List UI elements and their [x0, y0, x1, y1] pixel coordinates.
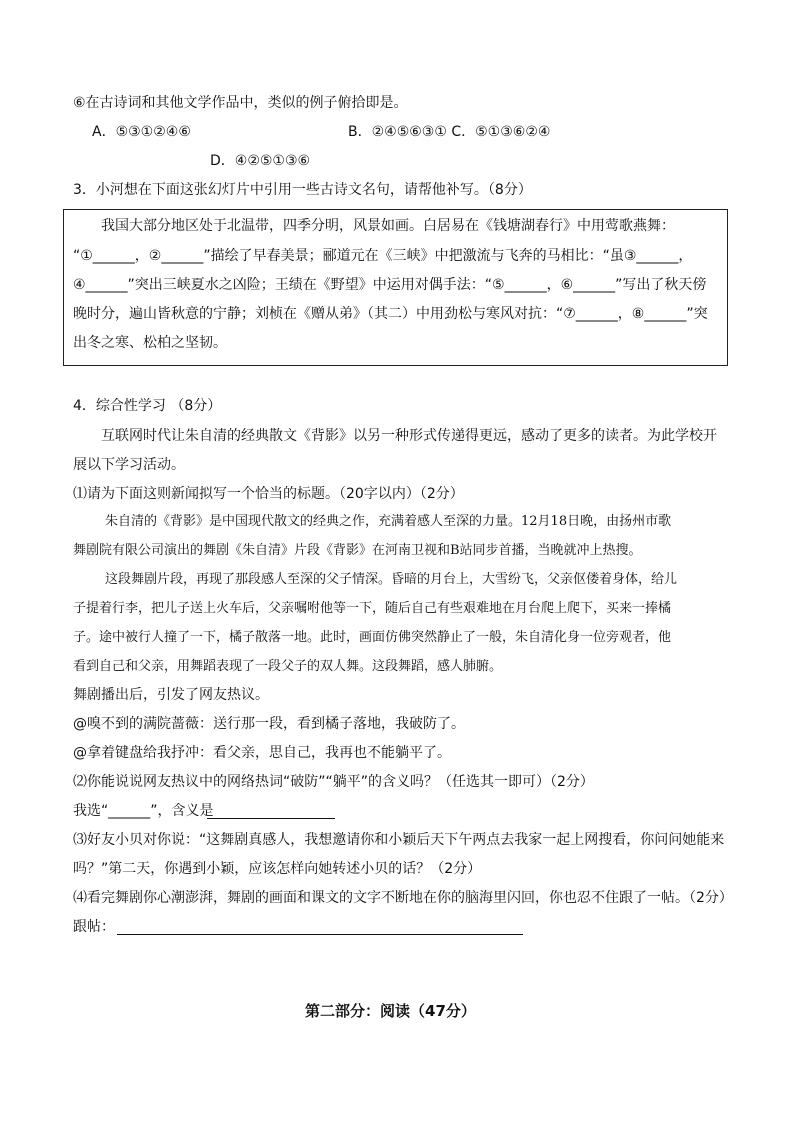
news-line: 舞剧院有限公司演出的舞剧《朱自清》片段《背影》在河南卫视和B站同步首播，当晚就冲上热搜。 — [73, 543, 642, 558]
q4-sub4: ⑷看完舞剧你心潮澎湃，舞剧的画面和课文的文字不断地在你的脑海里闪回，你也忍不住跟了一帖。（2分） — [73, 890, 733, 906]
q4-sub1: ⑴请为下面这则新闻拟写一个恰当的标题。（20字以内）（2分） — [73, 486, 464, 502]
q4-title: 4．综合性学习 （8分） — [73, 398, 222, 414]
q3-title: 3．小河想在下面这张幻灯片中引用一些古诗文名句，请帮他补写。（8分） — [73, 182, 532, 198]
q3-box-line: 我国大部分地区处于北温带，四季分明，风景如画。白居易在《钱塘湖春行》中用莺歌燕舞： — [101, 218, 675, 234]
news-line: 这段舞剧片段，再现了那段感人至深的父子情深。昏暗的月台上，大雪纷飞，父亲伛偻着身体，给儿 — [105, 572, 678, 587]
q2-option-a: A．⑤③①②④⑥ — [92, 124, 191, 140]
q3-box-line: 出冬之寒、松柏之坚韧。 — [73, 335, 227, 351]
q4-intro: 互联网时代让朱自清的经典散文《背影》以另一种形式传递得更远，感动了更多的读者。为此学校开 — [101, 428, 717, 444]
q2-option-d: D．④②⑤①③⑥ — [210, 153, 311, 169]
follow-post-blank-line[interactable] — [117, 934, 523, 935]
news-line: 朱自清的《背影》是中国现代散文的经典之作，充满着感人至深的力量。12月18日晚，由扬州市歌 — [105, 514, 672, 529]
answer-blank-line[interactable] — [207, 818, 335, 819]
news-line: 子提着行李，把儿子送上火车后，父亲嘱咐他等一下，随后自己有些艰难地在月台爬上爬下，买来一捧橘 — [73, 601, 672, 616]
q2-item6: ⑥在古诗词和其他文学作品中，类似的例子俯拾即是。 — [73, 95, 408, 111]
q4-sub2-answer: 我选“______”，含义是 — [73, 803, 214, 819]
q4-after: 舞剧播出后，引发了网友热议。 — [73, 687, 269, 703]
q4-sub3: 吗？”第二天，你遇到小颖，应该怎样向她转述小贝的话？（2分） — [73, 861, 482, 877]
follow-post-label: 跟帖： — [73, 919, 115, 935]
q3-box-line: 晚时分，遍山皆秋意的宁静；刘桢在《赠从弟》（其二）中用劲松与寒风对抗：“⑦______，⑧______”突 — [73, 306, 708, 322]
netizen-comment: @嗅不到的满院蔷薇：送行那一段，看到橘子落地，我破防了。 — [73, 716, 465, 732]
netizen-comment: @拿着键盘给我抒冲：看父亲，思自己，我再也不能躺平了。 — [73, 745, 451, 761]
q4-sub3: ⑶好友小贝对你说：“这舞剧真感人，我想邀请你和小颖后天下午两点去我家一起上网搜看，你问问她能来 — [73, 832, 725, 848]
q3-box-line: “①______，②______”描绘了早春美景；郦道元在《三峡》中把激流与飞奔的马相比：“虽③______， — [73, 248, 693, 264]
q2-option-bc: B．②④⑤⑥③① C．⑤①③⑥②④ — [348, 124, 551, 140]
news-line: 看到自己和父亲，用舞蹈表现了一段父子的双人舞。这段舞蹈，感人肺腑。 — [73, 659, 503, 674]
q4-sub2: ⑵你能说说网友热议中的网络热词“破防”“躺平”的含义吗？（任选其一即可）（2分） — [73, 774, 594, 790]
part2-heading: 第二部分：阅读（47分） — [305, 1002, 476, 1020]
news-line: 子。途中被行人撞了一下，橘子散落一地。此时，画面仿佛突然静止了一般，朱自清化身一位旁观者，他 — [73, 630, 672, 645]
q3-box-line: ④______”突出三峡夏水之凶险；王绩在《野望》中运用对偶手法：“⑤______，⑥______”写出了秋天傍 — [73, 277, 707, 293]
q4-intro: 展以下学习活动。 — [73, 457, 185, 473]
